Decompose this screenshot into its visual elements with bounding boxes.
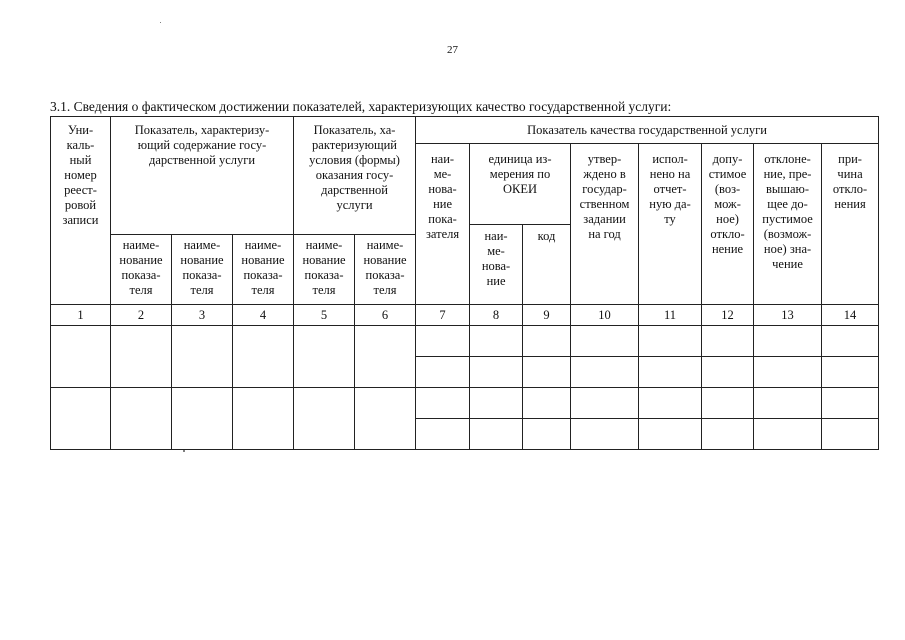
column-number: 8 <box>470 305 523 326</box>
empty-cell <box>754 357 822 388</box>
header-registry-number: Уни- каль- ный номер реест- ровой записи <box>51 117 111 305</box>
empty-cell <box>754 326 822 357</box>
header-quality-indicator: Показатель качества государственной услуги <box>416 117 879 144</box>
empty-cell <box>639 419 702 450</box>
empty-cell <box>639 388 702 419</box>
empty-cell <box>51 388 111 450</box>
header-approved: утвер- ждено в государ- ственном задании на год <box>571 144 639 305</box>
empty-cell <box>639 357 702 388</box>
column-number: 2 <box>111 305 172 326</box>
header-content-name-3: наиме- нование показа- теля <box>233 235 294 305</box>
empty-cell <box>294 326 355 388</box>
empty-cell <box>172 326 233 388</box>
empty-cell <box>702 357 754 388</box>
empty-cell <box>523 419 571 450</box>
empty-cell <box>523 326 571 357</box>
header-content-name-2: наиме- нование показа- теля <box>172 235 233 305</box>
empty-cell <box>822 388 879 419</box>
column-number: 13 <box>754 305 822 326</box>
empty-cell <box>571 388 639 419</box>
column-number: 1 <box>51 305 111 326</box>
header-allowed-deviation: допу- стимое (воз- мож- ное) откло- нение <box>702 144 754 305</box>
column-number-row <box>51 305 879 326</box>
header-conditions-indicator: Показатель, ха- рактеризующий условия (формы) оказания госу- дарственной услуги <box>294 117 416 235</box>
header-deviation-reason: при- чина откло- нения <box>822 144 879 305</box>
header-quality-name: наи- ме- нова- ние пока- зателя <box>416 144 470 305</box>
empty-cell <box>233 388 294 450</box>
empty-cell <box>571 419 639 450</box>
empty-cell <box>702 388 754 419</box>
empty-cell <box>470 419 523 450</box>
empty-cell <box>822 419 879 450</box>
empty-cell <box>172 388 233 450</box>
empty-cell <box>416 326 470 357</box>
header-unit-name: наи- ме- нова- ние <box>470 225 523 305</box>
header-unit-code: код <box>523 225 571 305</box>
empty-cell <box>754 388 822 419</box>
empty-cell <box>822 357 879 388</box>
section-title: 3.1. Сведения о фактическом достижении показателей, характеризующих качество государственной услуги: <box>50 99 672 114</box>
header-content-indicator: Показатель, характеризу- ющий содержание госу- дарственной услуги <box>111 117 294 235</box>
empty-cell <box>111 388 172 450</box>
column-number: 6 <box>355 305 416 326</box>
header-conditions-name-2: наиме- нование показа- теля <box>355 235 416 305</box>
table-row <box>51 326 879 357</box>
empty-cell <box>754 419 822 450</box>
table-row <box>51 388 879 419</box>
empty-cell <box>571 357 639 388</box>
column-number: 14 <box>822 305 879 326</box>
empty-cell <box>470 357 523 388</box>
header-unit-okei: единица из- мерения по ОКЕИ <box>470 144 571 225</box>
empty-cell <box>294 388 355 450</box>
empty-cell <box>470 388 523 419</box>
empty-cell <box>355 388 416 450</box>
scan-speck <box>183 450 185 452</box>
empty-cell <box>702 326 754 357</box>
empty-cell <box>355 326 416 388</box>
empty-cell <box>111 326 172 388</box>
empty-cell <box>822 326 879 357</box>
quality-indicators-table <box>50 116 879 450</box>
column-number: 10 <box>571 305 639 326</box>
page-number: 27 <box>447 44 458 56</box>
empty-cell <box>416 419 470 450</box>
empty-cell <box>523 357 571 388</box>
column-number: 4 <box>233 305 294 326</box>
column-number: 7 <box>416 305 470 326</box>
column-number: 12 <box>702 305 754 326</box>
column-number: 3 <box>172 305 233 326</box>
column-number: 11 <box>639 305 702 326</box>
column-number: 5 <box>294 305 355 326</box>
scan-speck <box>160 22 161 23</box>
column-number: 9 <box>523 305 571 326</box>
empty-cell <box>702 419 754 450</box>
empty-cell <box>416 388 470 419</box>
empty-cell <box>639 326 702 357</box>
empty-cell <box>523 388 571 419</box>
header-conditions-name-1: наиме- нование показа- теля <box>294 235 355 305</box>
empty-cell <box>470 326 523 357</box>
empty-cell <box>571 326 639 357</box>
empty-cell <box>233 326 294 388</box>
empty-cell <box>416 357 470 388</box>
header-executed: испол- нено на отчет- ную да- ту <box>639 144 702 305</box>
header-exceeding-deviation: отклоне- ние, пре- вышаю- щее до- пустимое (возмож- ное) зна- чение <box>754 144 822 305</box>
empty-cell <box>51 326 111 388</box>
header-content-name-1: наиме- нование показа- теля <box>111 235 172 305</box>
